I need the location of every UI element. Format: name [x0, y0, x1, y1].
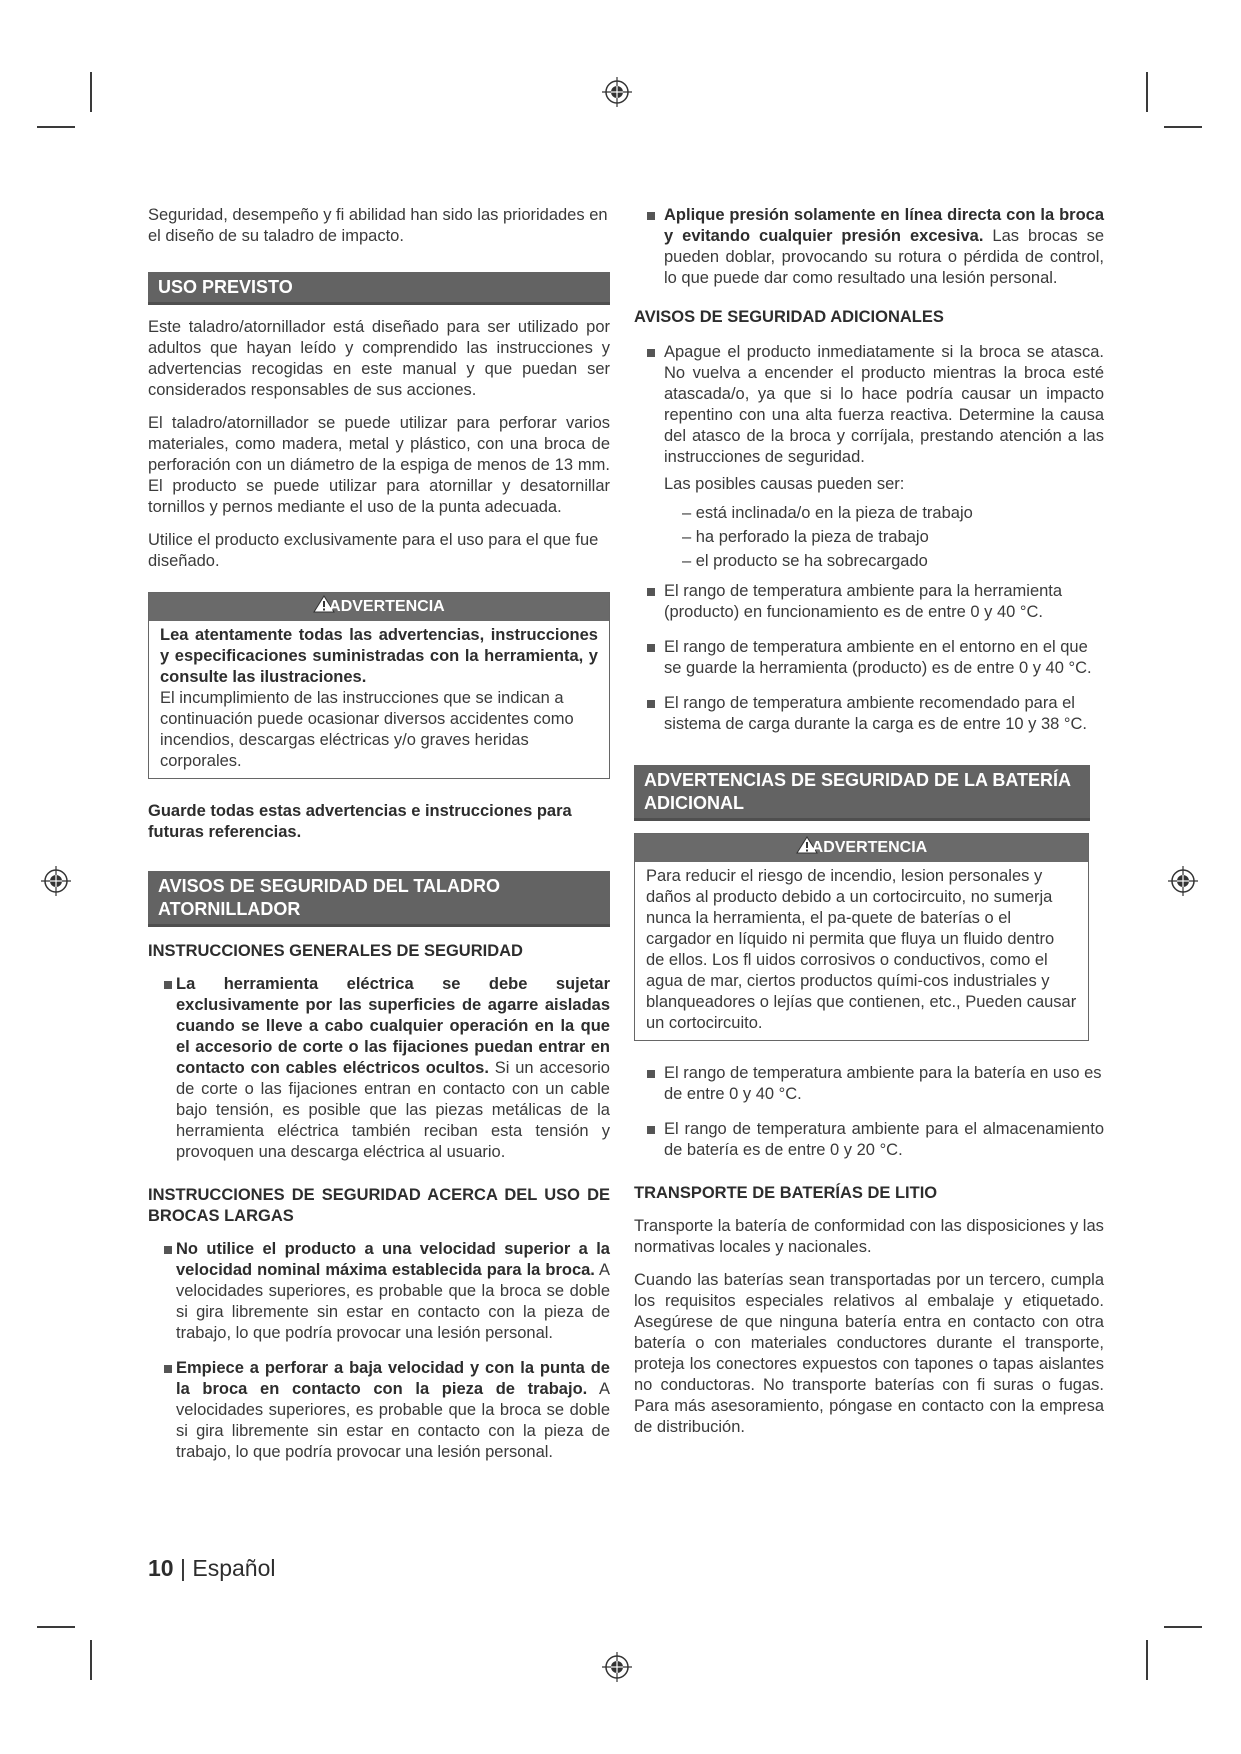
bullet-bold: La herramienta eléctrica se debe sujetar exclusivamente por las superficies de agarre aisladas cuando se lleve a cabo cualquier operación en la que el accesorio de corte o las fijaciones puedan entrar en contacto con cables eléctricos ocultos.: [176, 975, 610, 1077]
bullet-square-icon: [647, 644, 655, 652]
paragraph: Utilice el producto exclusivamente para el uso para el que fue diseñado.: [148, 531, 599, 570]
subheading-long-bits: INSTRUCCIONES DE SEGURIDAD ACERCA DEL USO DE BROCAS LARGAS: [148, 1186, 610, 1225]
bullet-item: [634, 693, 1104, 735]
warning-label: ADVERTENCIA: [329, 598, 445, 615]
warning-header: [149, 593, 609, 621]
crop-mark: [90, 72, 92, 112]
paragraph: Transporte la batería de conformidad con las disposiciones y las normativas locales y nacionales.: [634, 1217, 1104, 1256]
subheading-additional: AVISOS DE SEGURIDAD ADICIONALES: [634, 308, 944, 326]
bullet-normal: Las brocas se pueden doblar, provocando su rotura o pérdida de control, lo que puede dar como resultado una lesión personal.: [664, 227, 1105, 287]
warning-header: [635, 834, 1088, 862]
registration-mark-icon: [602, 1652, 632, 1682]
list-item: – ha perforado la pieza de trabajo: [682, 528, 929, 546]
battery-warning-box: [634, 833, 1089, 1041]
causes-intro: Las posibles causas pueden ser:: [664, 475, 905, 493]
page-footer: [148, 1555, 275, 1582]
bullet-bold: No utilice el producto a una velocidad superior a la velocidad nominal máxima establecida para la broca.: [176, 1240, 610, 1279]
crop-mark: [1164, 126, 1202, 128]
paragraph: El taladro/atornillador se puede utilizar para perforar varios materiales, como madera, metal y plástico, con una broca de perforación con un diámetro de la espiga de menos de 13 mm. El producto se puede utilizar para atornillar y desatornillar tornillos y pernos mediante el uso de la punta adecuada.: [148, 414, 610, 516]
bullet-square-icon: [164, 1365, 172, 1373]
bullet-square-icon: [647, 588, 655, 596]
bullet-item: [148, 1239, 610, 1344]
bullet-square-icon: [164, 981, 172, 989]
warning-box: [148, 592, 610, 779]
bullet-normal: A velocidades superiores, es probable que la broca se doble si gira libremente sin estar en contacto con la pieza de trabajo, lo que podría provocar una lesión personal.: [176, 1261, 610, 1342]
save-instructions-note: Guarde todas estas advertencias e instrucciones para futuras referencias.: [148, 802, 572, 841]
warning-label: ADVERTENCIA: [811, 839, 928, 856]
intro-paragraph: Seguridad, desempeño y fi abilidad han sido las prioridades en el diseño de su taladro de impacto.: [148, 206, 608, 245]
paragraph: Este taladro/atornillador está diseñado para ser utilizado por adultos que hayan leído y comprendido las instrucciones y advertencias recogidas en este manual y que puedan ser considerados responsables de sus acciones.: [148, 318, 610, 399]
bullet-item: [634, 342, 1104, 495]
crop-mark: [37, 126, 75, 128]
bullet-text: El rango de temperatura ambiente recomendado para el sistema de carga durante la carga es de entre 10 y 38 °C.: [664, 694, 1088, 733]
bullet-normal: A velocidades superiores, es probable que la broca se doble si gira libremente sin estar en contacto con la pieza de trabajo, lo que podría provocar una lesión personal.: [176, 1380, 610, 1461]
paragraph: Cuando las baterías sean transportadas por un tercero, cumpla los requisitos especiales relativos al embalaje y etiquetado. Asegúrese de que ninguna batería entra en contacto con otra batería o con materiales conductores durante el transporte, proteja los conectores expuestos con tapones o tapas aislantes no conductoras. No transporte baterías con fi suras o fugas. Para más asesoramiento, póngase en contacto con la empresa de distribución.: [634, 1271, 1104, 1436]
section-band-uso-previsto: [148, 272, 610, 305]
registration-mark-icon: [41, 866, 71, 896]
page-number: 10: [148, 1555, 174, 1581]
bullet-text: Apague el producto inmediatamente si la broca se atasca. No vuelva a encender el producto mientras la broca esté atascada/o, ya que si lo hace podría causar un impacto repentino con una alta fuerza reactiva. Determine la causa del atasco de la broca y corríjala, prestando atención a las instrucciones de seguridad.: [664, 343, 1104, 466]
registration-mark-icon: [1168, 866, 1198, 896]
bullet-square-icon: [164, 1246, 172, 1254]
warning-bold-text: Lea atentamente todas las advertencias, instrucciones y especificaciones suministradas con la herramienta, y consulte las ilustraciones.: [160, 626, 598, 686]
bullet-square-icon: [647, 700, 655, 708]
warning-body: [635, 862, 1088, 1040]
warning-text: Para reducir el riesgo de incendio, lesion personales y daños al producto debido a un cortocircuito, no sumerja nunca la herramienta, el pa-quete de baterías o el cargador en líquido ni permita que fluya un fluido dentro de ellos. Los fl uidos corrosivos o conductivos, como el agua de mar, ciertos productos quími-cos industriales y blanqueadores o lejías que contienen, etc., Pueden causar un cortocircuito.: [646, 867, 1077, 1032]
left-column: [148, 205, 610, 1463]
bullet-text: [176, 1358, 610, 1463]
crop-mark: [90, 1640, 92, 1680]
subheading-general: INSTRUCCIONES GENERALES DE SEGURIDAD: [148, 942, 523, 960]
bullet-text: El rango de temperatura ambiente para la herramienta (producto) en funcionamiento es de entre 0 y 40 °C.: [664, 582, 1063, 621]
bullet-item: [634, 581, 1104, 623]
bullet-text: El rango de temperatura ambiente para el almacenamiento de batería es de entre 0 y 20 °C.: [664, 1120, 1104, 1159]
section-title: USO PREVISTO: [158, 277, 293, 297]
bullet-bold: Aplique presión solamente en línea directa con la broca y evitando cualquier presión excesiva.: [664, 206, 1104, 245]
crop-mark: [1164, 1626, 1202, 1628]
bullet-square-icon: [647, 212, 655, 220]
bullet-text: [664, 205, 1104, 289]
bullet-square-icon: [647, 1126, 655, 1134]
bullet-item: [148, 1358, 610, 1463]
section-title: ADVERTENCIAS DE SEGURIDAD DE LA BATERÍA ADICIONAL: [644, 770, 1071, 813]
bullet-item: [634, 1063, 1104, 1105]
footer-language: Español: [192, 1555, 276, 1581]
bullet-normal: Si un accesorio de corte o las fijaciones entran en contacto con un cable bajo tensión, es posible que las piezas metálicas de la herramienta eléctrica también reciban esta tensión y provoquen una descarga eléctrica al usuario.: [176, 1059, 610, 1161]
bullet-item: [634, 1119, 1104, 1161]
bullet-item: [148, 974, 610, 1163]
bullet-square-icon: [647, 1070, 655, 1078]
bullet-square-icon: [647, 349, 655, 357]
subheading-transport: TRANSPORTE DE BATERÍAS DE LITIO: [634, 1184, 938, 1202]
bullet-item: [634, 205, 1104, 289]
crop-mark: [1146, 72, 1148, 112]
list-item: – está inclinada/o en la pieza de trabajo: [682, 504, 973, 522]
section-band-avisos-taladro: [148, 871, 610, 927]
right-column: [634, 205, 1104, 1438]
section-band-battery: [634, 765, 1090, 821]
bullet-bold: Empiece a perforar a baja velocidad y con la punta de la broca en contacto con la pieza de trabajo.: [176, 1359, 610, 1398]
bullet-text: [176, 1239, 610, 1344]
section-title: AVISOS DE SEGURIDAD DEL TALADRO ATORNILLADOR: [158, 876, 501, 919]
bullet-text: [176, 974, 610, 1163]
list-item: – el producto se ha sobrecargado: [682, 552, 928, 570]
warning-text: El incumplimiento de las instrucciones que se indican a continuación puede ocasionar diversos accidentes como incendios, descargas eléctricas y/o graves heridas corporales.: [160, 689, 574, 770]
crop-mark: [37, 1626, 75, 1628]
causes-list: [682, 501, 1104, 573]
footer-separator: |: [173, 1555, 193, 1581]
bullet-item: [634, 637, 1104, 679]
crop-mark: [1146, 1640, 1148, 1680]
bullet-text: El rango de temperatura ambiente para la batería en uso es de entre 0 y 40 °C.: [664, 1064, 1102, 1103]
bullet-text: El rango de temperatura ambiente en el entorno en el que se guarde la herramienta (producto) es de entre 0 y 40 °C.: [664, 638, 1092, 677]
warning-body: [149, 621, 609, 778]
registration-mark-icon: [602, 77, 632, 107]
